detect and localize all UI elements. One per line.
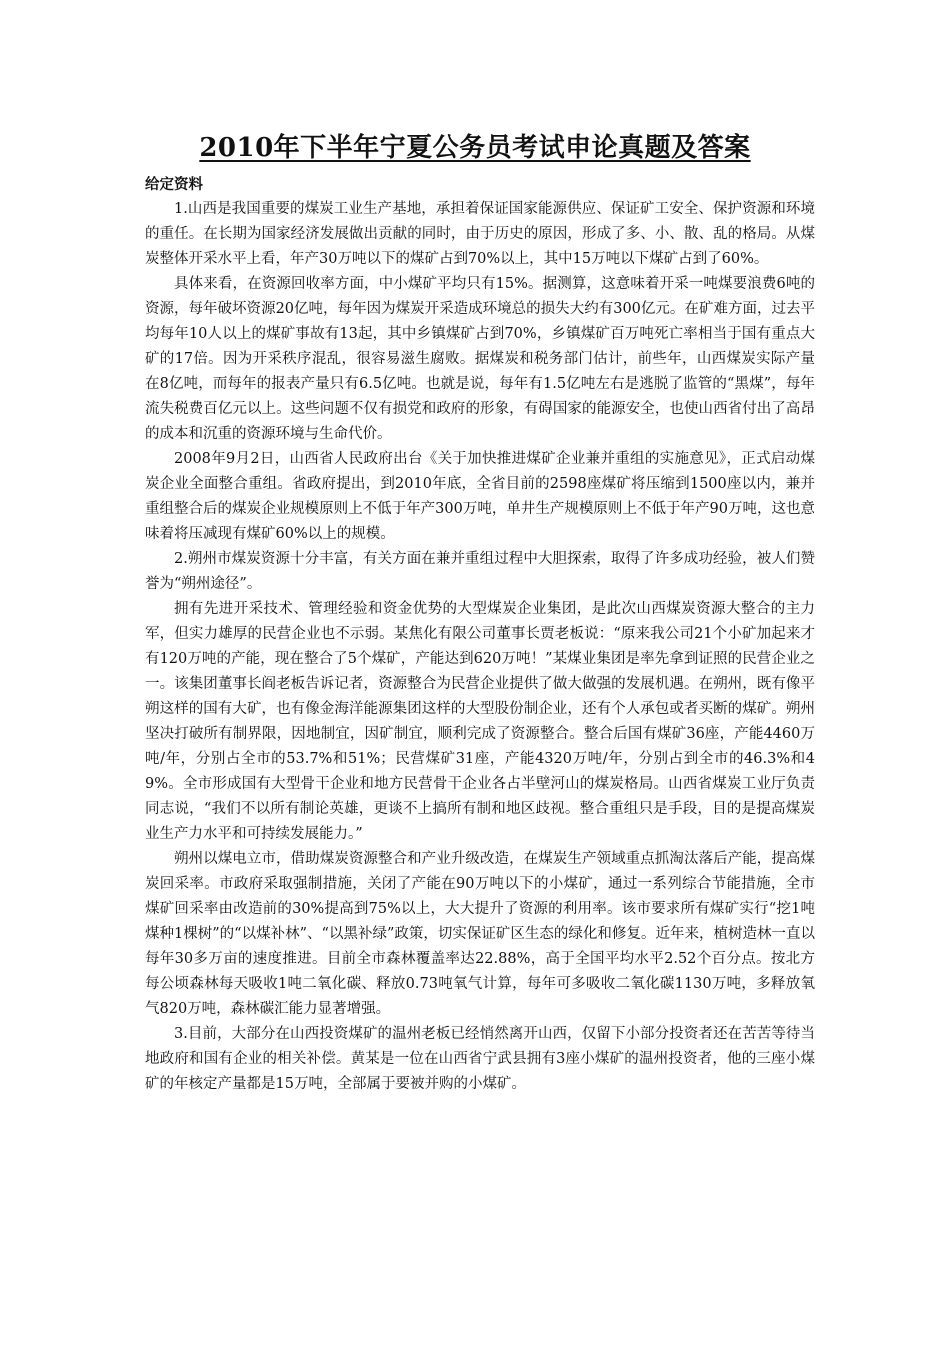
paragraph-2: 具体来看，在资源回收率方面，中小煤矿平均只有15%。据测算，这意味着开采一吨煤要浪费6吨的资源，每年破坏资源20亿吨，每年因为煤炭开采造成环境总的损失大约有300亿元。在矿难方面，过去平均每年10人以上的煤矿事故有13起，其中乡镇煤矿占到70%，乡镇煤矿百万吨死亡率相当于国有重点大矿的17倍。因为开采秩序混乱，很容易滋生腐败。据煤炭和税务部门估计，前些年，山西煤炭实际产量在8亿吨，而每年的报表产量只有6.5亿吨。也就是说，每年有1.5亿吨左右是逃脱了监管的“黑煤”，每年流失税费百亿元以上。这些问题不仅有损党和政府的形象，有碍国家的能源安全，也使山西省付出了高昂的成本和沉重的资源环境与生命代价。 [145,276,815,442]
document-title: 2010年下半年宁夏公务员考试申论真题及答案 [199,133,751,163]
paragraph-7: 3.目前，大部分在山西投资煤矿的温州老板已经悄然离开山西，仅留下小部分投资者还在苦苦等待当地政府和国有企业的相关补偿。黄某是一位在山西省宁武县拥有3座小煤矿的温州投资者，他的三座小煤矿的年核定产量都是15万吨，全部属于要被并购的小煤矿。 [145,1026,815,1092]
section-heading: 给定资料 [145,176,203,193]
paragraph-4: 2.朔州市煤炭资源十分丰富，有关方面在兼并重组过程中大胆探索，取得了许多成功经验，被人们赞誉为“朔州途径”。 [145,551,815,592]
paragraph-5: 拥有先进开采技术、管理经验和资金优势的大型煤炭企业集团，是此次山西煤炭资源大整合的主力军，但实力雄厚的民营企业也不示弱。某焦化有限公司董事长贾老板说：“原来我公司21个小矿加起来才有120万吨的产能，现在整合了5个煤矿，产能达到620万吨！”某煤业集团是率先拿到证照的民营企业之一。该集团董事长阎老板告诉记者，资源整合为民营企业提供了做大做强的发展机遇。在朔州，既有像平朔这样的国有大矿，也有像金海洋能源集团这样的大型股份制企业，还有个人承包或者买断的煤矿。朔州坚决打破所有制界限，因地制宜，因矿制宜，顺利完成了资源整合。整合后国有煤矿36座，产能4460万吨/年，分别占全市的53.7%和51%；民营煤矿31座，产能4320万吨/年，分别占到全市的46.3%和49%。全市形成国有大型骨干企业和地方民营骨干企业各占半壁河山的煤炭格局。山西省煤炭工业厅负责同志说，“我们不以所有制论英雄，更谈不上搞所有制和地区歧视。整合重组只是手段，目的是提高煤炭业生产力水平和可持续发展能力。” [145,601,815,842]
paragraph-1: 1.山西是我国重要的煤炭工业生产基地，承担着保证国家能源供应、保证矿工安全、保护资源和环境的重任。在长期为国家经济发展做出贡献的同时，由于历史的原因，形成了多、小、散、乱的格局。从煤炭整体开采水平上看，年产30万吨以下的煤矿占到70%以上，其中15万吨以下煤矿占到了60%。 [145,201,815,267]
paragraph-3: 2008年9月2日，山西省人民政府出台《关于加快推进煤矿企业兼并重组的实施意见》，正式启动煤炭企业全面整合重组。省政府提出，到2010年底，全省目前的2598座煤矿将压缩到1500座以内，兼并重组整合后的煤炭企业规模原则上不低于年产300万吨，单井生产规模原则上不低于年产90万吨，这也意味着将压减现有煤矿60%以上的规模。 [145,451,815,542]
paragraph-6: 朔州以煤电立市，借助煤炭资源整合和产业升级改造，在煤炭生产领域重点抓淘汰落后产能，提高煤炭回采率。市政府采取强制措施，关闭了产能在90万吨以下的小煤矿，通过一系列综合节能措施，全市煤矿回采率由改造前的30%提高到75%以上，大大提升了资源的利用率。该市要求所有煤矿实行“挖1吨煤种1棵树”的“以煤补林”、“以黑补绿”政策，切实保证矿区生态的绿化和修复。近年来，植树造林一直以每年30多万亩的速度推进。目前全市森林覆盖率达22.88%，高于全国平均水平2.52个百分点。按北方每公顷森林每天吸收1吨二氧化碳、释放0.73吨氧气计算，每年可多吸收二氧化碳1130万吨，多释放氧气820万吨，森林碳汇能力显著增强。 [145,851,815,1017]
document-body [145,172,815,1097]
